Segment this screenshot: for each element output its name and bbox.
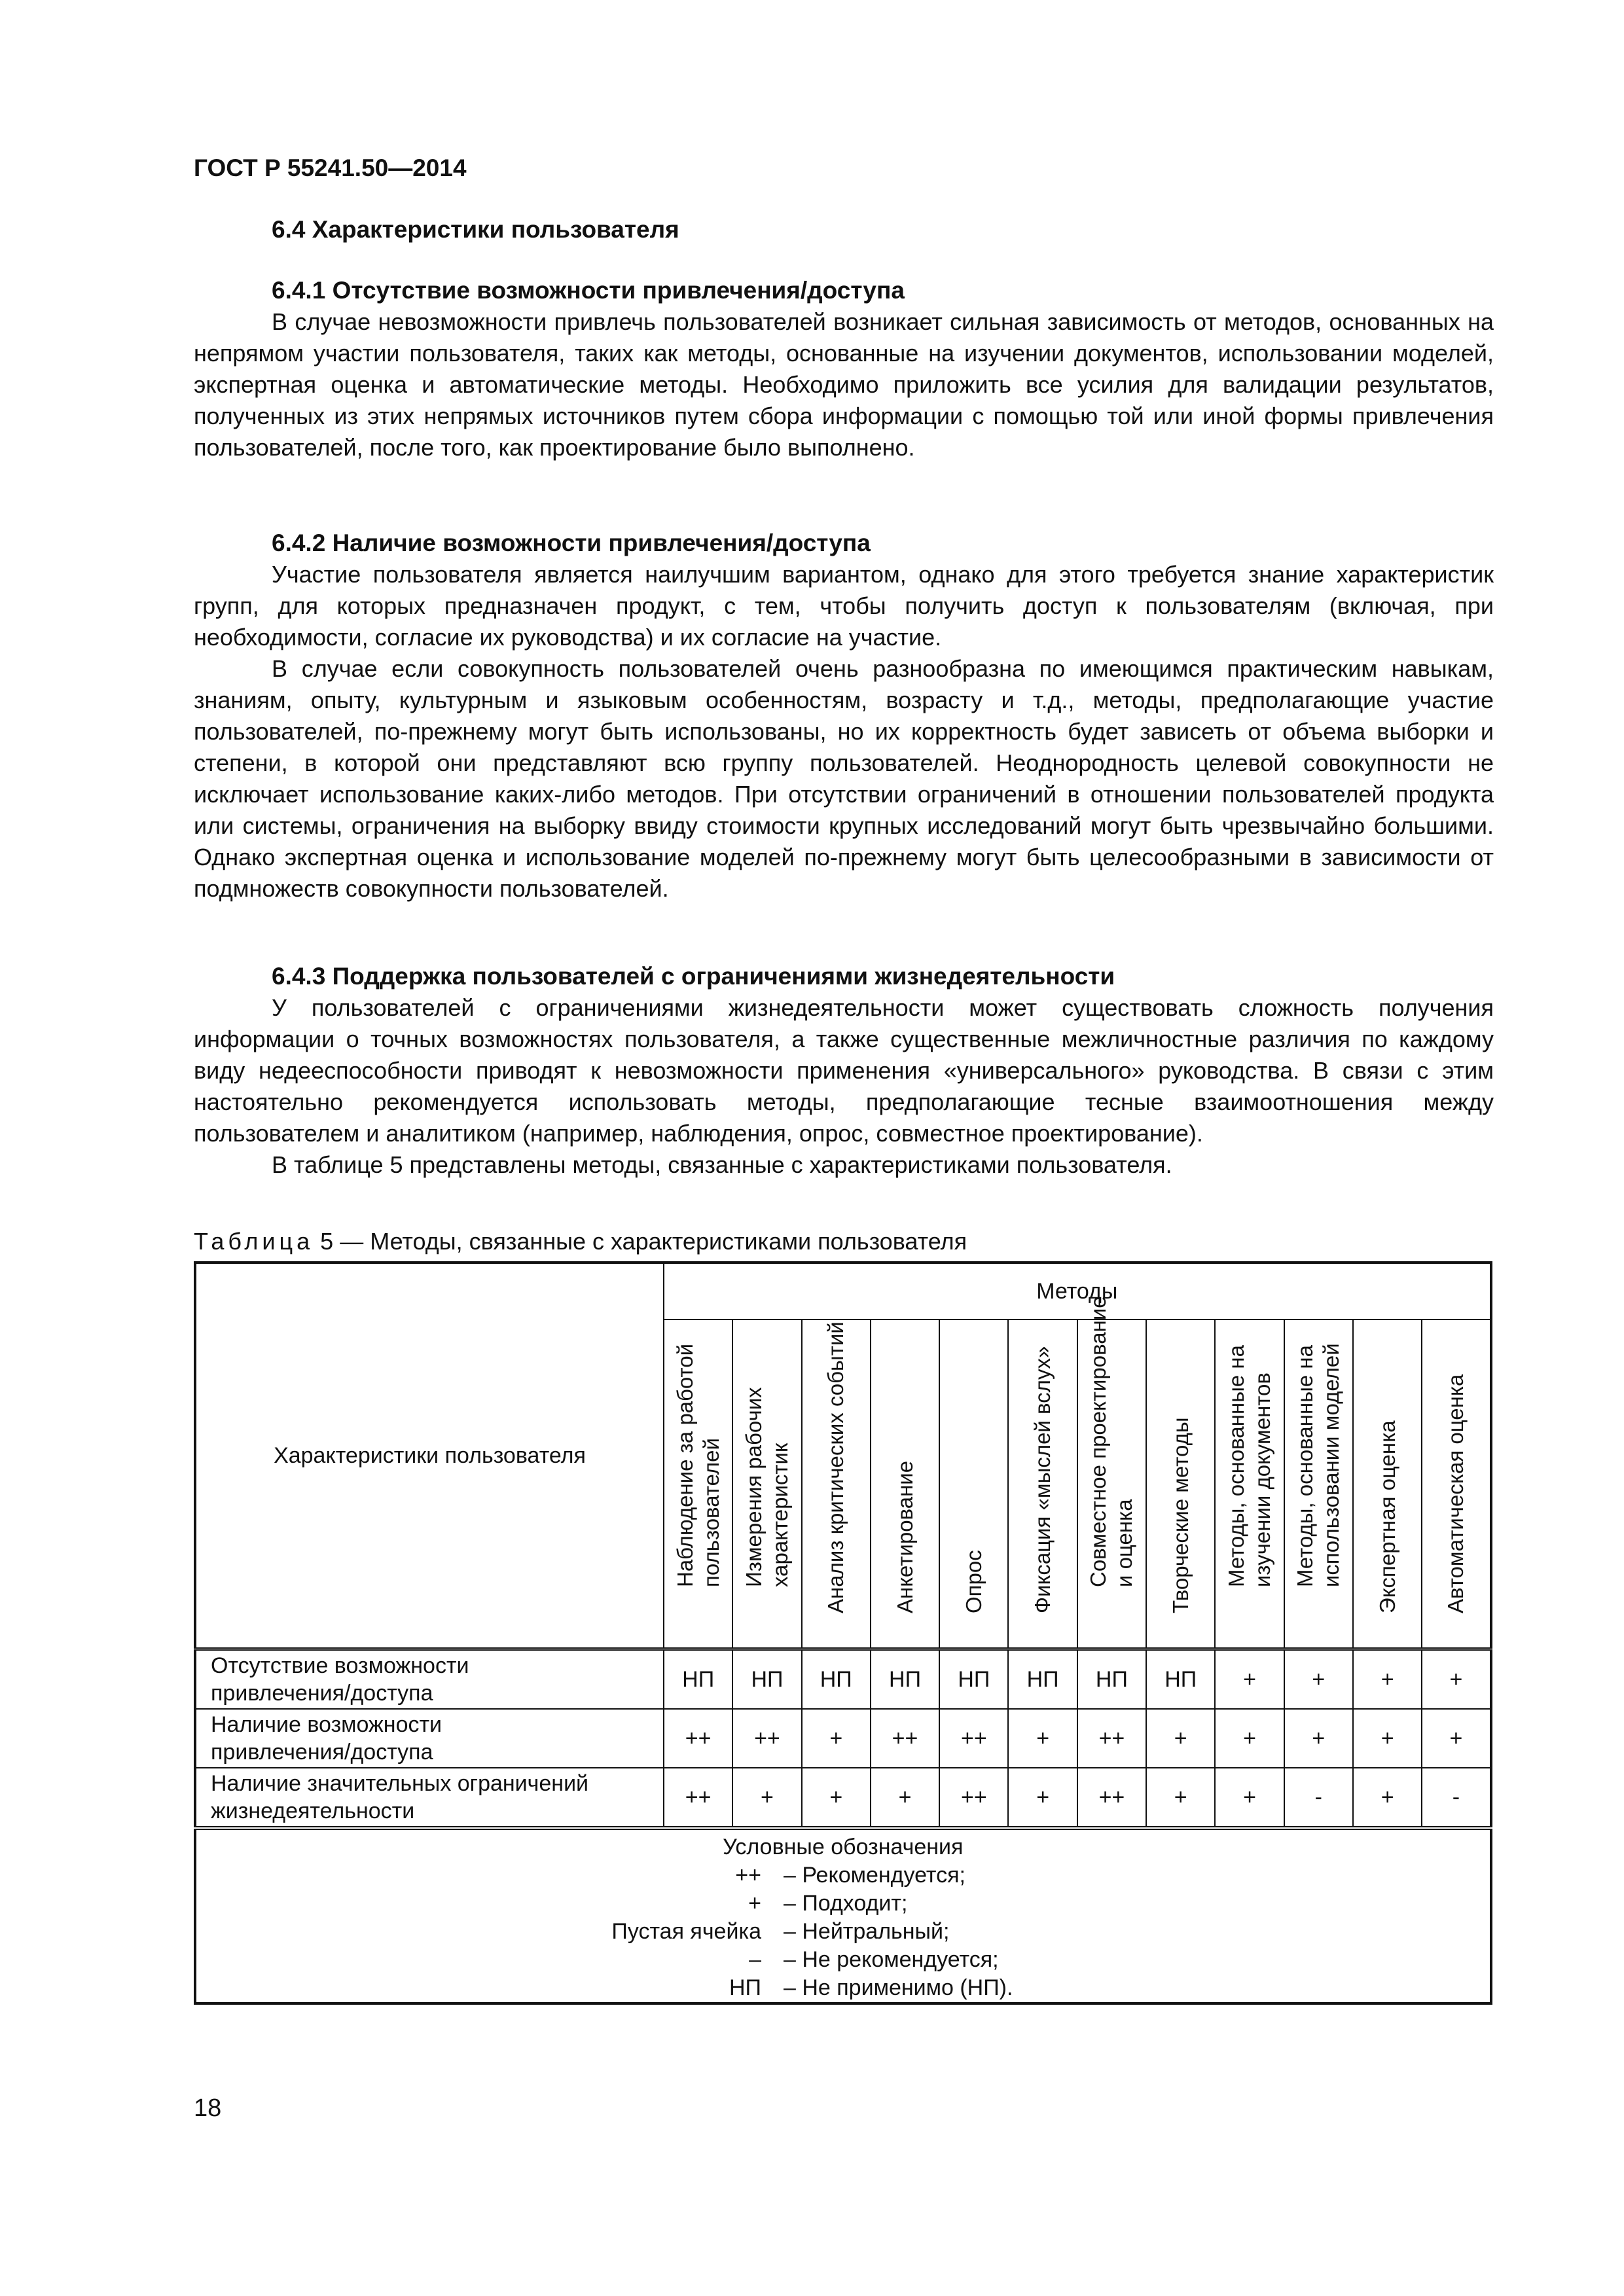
table-row bbox=[195, 1768, 1491, 1828]
table-row bbox=[195, 1649, 1491, 1710]
table-cell: + bbox=[1146, 1709, 1215, 1768]
legend-item: + – Подходит; bbox=[748, 1891, 908, 1916]
page-number: 18 bbox=[194, 2094, 222, 2122]
column-header: Методы, основанные на использовании моделей bbox=[1284, 1319, 1353, 1649]
table-cell: ++ bbox=[1077, 1768, 1146, 1828]
table-legend bbox=[195, 1828, 1491, 2003]
column-header: Методы, основанные на изучении документов bbox=[1215, 1319, 1284, 1649]
row-label: Отсутствие возможности привлечения/доступа bbox=[195, 1649, 664, 1710]
section-6-4-3-title: 6.4.3 Поддержка пользователей с ограничениями жизнедеятельности bbox=[272, 963, 1115, 990]
table-cell: + bbox=[1284, 1709, 1353, 1768]
column-header: Творческие методы bbox=[1146, 1319, 1215, 1649]
table-cell: - bbox=[1422, 1768, 1490, 1828]
section-6-4-1 bbox=[194, 275, 1494, 463]
section-6-4-1-title: 6.4.1 Отсутствие возможности привлечения/доступа bbox=[272, 277, 905, 304]
table-cell: ++ bbox=[871, 1709, 939, 1768]
section-6-4-title: 6.4 Характеристики пользователя bbox=[272, 216, 679, 243]
table-caption bbox=[194, 1226, 967, 1257]
table-cell: НП bbox=[664, 1649, 732, 1710]
paragraph: В случае невозможности привлечь пользователей возникает сильная зависимость от методов, основанных на непрямом участии пользователя, таких как методы, основанные на изучении документов, использовании моделей, экспертная оценка и автоматические методы. Необходимо приложить все усилия для валидации результатов, полученных из этих непрямых источников путем сбора информации с помощью той или иной формы привлечения пользователей, после того, как проектирование было выполнено. bbox=[194, 308, 1494, 461]
document-id: ГОСТ Р 55241.50—2014 bbox=[194, 154, 467, 181]
table-cell: + bbox=[871, 1768, 939, 1828]
table-cell: НП bbox=[1077, 1649, 1146, 1710]
column-header: Анализ критических событий bbox=[802, 1319, 871, 1649]
table-cell: НП bbox=[871, 1649, 939, 1710]
table-cell: + bbox=[802, 1768, 871, 1828]
table-caption-text: 5 — Методы, связанные с характеристиками пользователя bbox=[320, 1228, 967, 1255]
section-6-4-2-title: 6.4.2 Наличие возможности привлечения/доступа bbox=[272, 529, 871, 556]
table-cell: + bbox=[1422, 1709, 1490, 1768]
table-cell: НП bbox=[1008, 1649, 1077, 1710]
paragraph: Участие пользователя является наилучшим вариантом, однако для этого требуется знание характеристик групп, для которых предназначен продукт, с тем, чтобы получить доступ к пользователям (включая, при необходимости, согласие их руководства) и их согласие на участие. bbox=[194, 561, 1494, 651]
table-cell: НП bbox=[939, 1649, 1008, 1710]
table-cell: ++ bbox=[1077, 1709, 1146, 1768]
section-6-4-2 bbox=[194, 528, 1494, 905]
table-cell: НП bbox=[1146, 1649, 1215, 1710]
column-header: Совместное проектирование и оценка bbox=[1077, 1319, 1146, 1649]
column-header: Фиксация «мыслей вслух» bbox=[1008, 1319, 1077, 1649]
column-header: Экспертная оценка bbox=[1353, 1319, 1422, 1649]
paragraph: У пользователей с ограничениями жизнедеятельности может существовать сложность получения информации о точных возможностях пользователя, а также существенные межличностные различия по каждому виду недееспособности приводят к невозможности применения «универсального» руководства. В связи с этим настоятельно рекомендуется использовать методы, предполагающие тесные взаимоотношения между пользователем и аналитиком (например, наблюдения, опрос, совместное проектирование). bbox=[194, 994, 1494, 1147]
table-cell: ++ bbox=[939, 1709, 1008, 1768]
legend-title: Условные обозначения bbox=[723, 1835, 964, 1859]
table-cell: НП bbox=[802, 1649, 871, 1710]
legend-item: – – Не рекомендуется; bbox=[749, 1947, 999, 1972]
table-cell: + bbox=[1215, 1649, 1284, 1710]
table-cell: + bbox=[1215, 1709, 1284, 1768]
table-cell: + bbox=[1146, 1768, 1215, 1828]
table-caption-word: Таблица bbox=[194, 1228, 314, 1255]
table-cell: + bbox=[1215, 1768, 1284, 1828]
characteristics-header: Характеристики пользователя bbox=[195, 1263, 664, 1649]
table-row bbox=[195, 1709, 1491, 1768]
column-header: Наблюдение за работой пользователей bbox=[664, 1319, 732, 1649]
legend-item: ++ – Рекомендуется; bbox=[735, 1863, 965, 1888]
table-cell: НП bbox=[732, 1649, 801, 1710]
table-cell: + bbox=[1353, 1649, 1422, 1710]
table-cell: + bbox=[1353, 1709, 1422, 1768]
column-header: Анкетирование bbox=[871, 1319, 939, 1649]
column-header: Опрос bbox=[939, 1319, 1008, 1649]
row-label: Наличие возможности привлечения/доступа bbox=[195, 1709, 664, 1768]
table-cell: ++ bbox=[664, 1709, 732, 1768]
paragraph: В таблице 5 представлены методы, связанные с характеристиками пользователя. bbox=[272, 1151, 1172, 1178]
table-cell: + bbox=[1353, 1768, 1422, 1828]
legend-item: НП – Не применимо (НП). bbox=[729, 1975, 1013, 2000]
table-cell: ++ bbox=[939, 1768, 1008, 1828]
section-6-4-3 bbox=[194, 961, 1494, 1181]
column-header: Автоматическая оценка bbox=[1422, 1319, 1490, 1649]
table-cell: + bbox=[1008, 1768, 1077, 1828]
table-cell: + bbox=[1422, 1649, 1490, 1710]
table-cell: - bbox=[1284, 1768, 1353, 1828]
table-cell: ++ bbox=[732, 1709, 801, 1768]
table-cell: + bbox=[732, 1768, 801, 1828]
paragraph: В случае если совокупность пользователей очень разнообразна по имеющимся практическим навыкам, знаниям, опыту, культурным и языковым особенностям, возрасту и т.д., методы, предполагающие участие пользователей, по-прежнему могут быть использованы, но их корректность будет зависеть от объема выборки и степени, в которой они представляют всю группу пользователей. Неоднородность целевой совокупности не исключает использование каких-либо методов. При отсутствии ограничений в отношении пользователей продукта или системы, ограничения на выборку ввиду стоимости крупных исследований могут быть чрезвычайно большими. Однако экспертная оценка и использование моделей по-прежнему могут быть целесообразными в зависимости от подмножеств совокупности пользователей. bbox=[194, 655, 1494, 902]
column-header: Измерения рабочих характеристик bbox=[732, 1319, 801, 1649]
table-cell: + bbox=[1284, 1649, 1353, 1710]
table-cell: + bbox=[802, 1709, 871, 1768]
methods-header: Методы bbox=[664, 1263, 1491, 1319]
table-cell: + bbox=[1008, 1709, 1077, 1768]
table-cell: ++ bbox=[664, 1768, 732, 1828]
row-label: Наличие значительных ограничений жизнедеятельности bbox=[195, 1768, 664, 1828]
methods-table bbox=[194, 1261, 1492, 2005]
legend-item: Пустая ячейка – Нейтральный; bbox=[611, 1919, 950, 1944]
